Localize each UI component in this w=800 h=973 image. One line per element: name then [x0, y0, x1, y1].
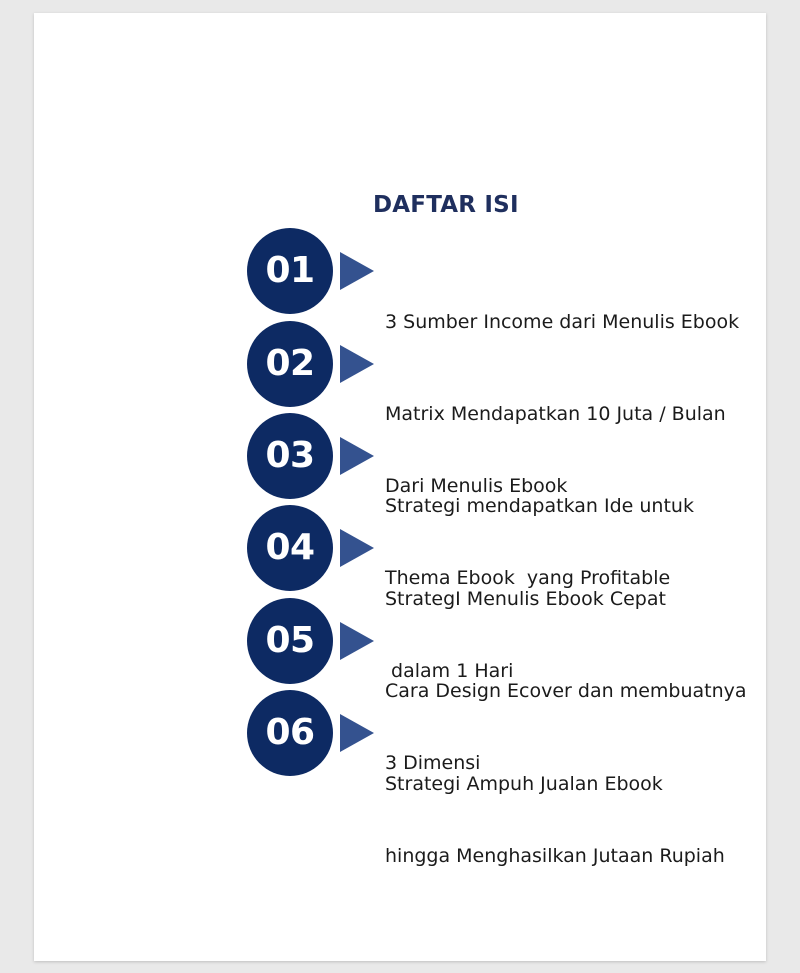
item-text-line: Strategi mendapatkan Ide untuk	[385, 495, 694, 517]
item-text	[385, 724, 765, 916]
item-text-line: Cara Design Ecover dan membuatnya	[385, 680, 747, 702]
item-number: 05	[265, 620, 315, 661]
arrow-right-icon	[340, 252, 374, 290]
item-text-line: 3 Sumber Income dari Menulis Ebook	[385, 311, 740, 333]
item-text-line: Strategi Ampuh Jualan Ebook	[385, 773, 663, 795]
item-text-line: hingga Menghasilkan Jutaan Rupiah	[385, 845, 725, 867]
toc-item	[247, 228, 767, 333]
arrow-right-icon	[340, 529, 374, 567]
arrow-right-icon	[340, 437, 374, 475]
item-number: 06	[265, 712, 315, 753]
arrow-right-icon	[340, 714, 374, 752]
item-text-line: Thema Ebook yang Profitable	[385, 567, 671, 589]
number-badge	[247, 690, 333, 776]
document-page	[34, 13, 766, 961]
toc-item	[247, 690, 767, 867]
item-text-line: dalam 1 Hari	[385, 660, 514, 682]
page-title: DAFTAR ISI	[373, 192, 519, 218]
arrow-right-icon	[340, 345, 374, 383]
number-badge	[247, 321, 333, 407]
item-text-line: StrategI Menulis Ebook Cepat	[385, 588, 666, 610]
number-badge	[247, 413, 333, 499]
item-number: 03	[265, 435, 315, 476]
arrow-right-icon	[340, 622, 374, 660]
number-badge	[247, 505, 333, 591]
item-number: 01	[265, 250, 315, 291]
item-text-line: Matrix Mendapatkan 10 Juta / Bulan	[385, 403, 726, 425]
item-text-line: Dari Menulis Ebook	[385, 475, 568, 497]
number-badge	[247, 228, 333, 314]
item-number: 04	[265, 527, 315, 568]
item-text-line: 3 Dimensi	[385, 752, 481, 774]
number-badge	[247, 598, 333, 684]
item-number: 02	[265, 343, 315, 384]
